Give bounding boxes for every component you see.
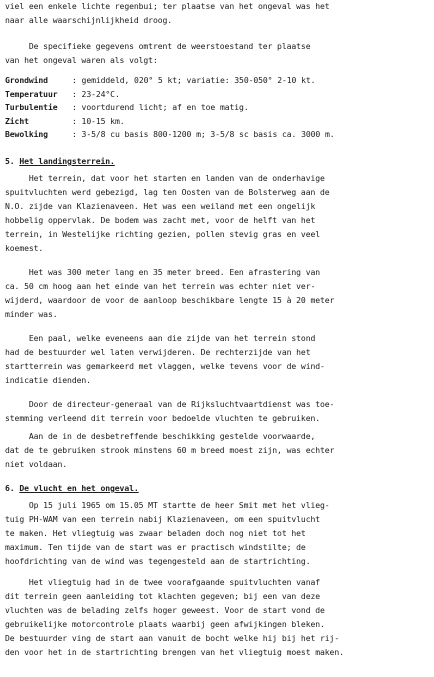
weather-value: : 23-24°C.	[72, 88, 120, 99]
section-heading	[5, 482, 139, 496]
body-line: Aan de in de desbetreffende beschikking gestelde voorwaarde,	[5, 431, 316, 441]
body-line: Op 15 juli 1965 om 15.05 MT startte de heer Smit met het vlieg-	[5, 500, 330, 510]
body-line: den voor het in de startrichting brengen van het vliegtuig moest maken.	[5, 647, 344, 657]
body-line: Door de directeur-generaal van de Rijksluchtvaartdienst was toe-	[5, 399, 335, 409]
body-line: De bestuurder ving de start aan vanuit de bocht welke hij bij het rij-	[5, 633, 340, 643]
body-line: N.O. zijde van Klazienaveen. Het was een weiland met een ongelijk	[5, 201, 316, 211]
body-line: startterrein was gemarkeerd met vlaggen, welke tevens voor de wind-	[5, 361, 325, 371]
body-line: had de bestuurder wel laten verwijderen. De rechterzijde van het	[5, 347, 311, 357]
body-line: Een paal, welke eveneens aan die zijde van het terrein stond	[5, 333, 316, 343]
weather-label: Zicht	[5, 115, 29, 126]
weather-value: : gemiddeld, 020° 5 kt; variatie: 350-050° 2-10 kt.	[72, 75, 316, 85]
body-line: wijderd, waardoor de voor de aanloop beschikbare lengte 15 à 20 meter	[5, 295, 335, 305]
weather-table	[5, 74, 431, 142]
intro-line: De specifieke gegevens omtrent de weerstoestand ter plaatse	[5, 41, 311, 51]
body-line: terrein, in Westelijke richting gezien, pollen stevig gras en veel	[5, 229, 321, 239]
intro-line: van het ongeval waren als volgt:	[5, 55, 158, 65]
body-line: vluchten was de belading zelfs hoger geweest. Voor de start vond de	[5, 605, 325, 615]
body-line: hoofdrichting van de wind was tegengesteld aan de startrichting.	[5, 556, 311, 566]
body-line: niet voldaan.	[5, 459, 68, 469]
body-line: indicatie dienden.	[5, 375, 91, 385]
body-line: minder was.	[5, 309, 58, 319]
body-line: maximum. Ten tijde van de start was er practisch windstilte; de	[5, 542, 306, 552]
body-line: dit terrein geen aanleiding tot klachten gegeven; bij een van deze	[5, 591, 321, 601]
body-line: ca. 50 cm hoog aan het einde van het terrein was echter niet ver-	[5, 281, 316, 291]
body-line: hobbelig oppervlak. De bodem was zacht met, voor de helft van het	[5, 215, 316, 225]
weather-label: Turbulentie	[5, 102, 58, 113]
weather-label: Grondwind	[5, 75, 48, 85]
body-line: Het terrein, dat voor het starten en landen van de onderhavige	[5, 173, 325, 183]
body-line: te maken. Het vliegtuig was zwaar beladen doch nog niet tot het	[5, 528, 306, 538]
intro-line: viel een enkele lichte regenbui; ter plaatse van het ongeval was het	[5, 1, 330, 11]
weather-label: Bewolking	[5, 129, 48, 140]
body-line: Het vliegtuig had in de twee voorafgaande spuitvluchten vanaf	[5, 577, 321, 587]
weather-value: : 10-15 km.	[72, 115, 125, 126]
weather-row	[5, 101, 431, 115]
weather-value: : 3-5/8 cu basis 800-1200 m; 3-5/8 sc basis ca. 3000 m.	[72, 129, 335, 140]
body-line: koemest.	[5, 243, 44, 253]
weather-row	[5, 128, 431, 142]
body-line: stemming verleend dit terrein voor bedoelde vluchten te gebruiken.	[5, 413, 321, 423]
weather-row	[5, 88, 431, 102]
section-number: 5.	[5, 156, 15, 166]
body-line: Het was 300 meter lang en 35 meter breed. Een afrastering van	[5, 267, 321, 277]
body-line: spuitvluchten werd gebezigd, lag ten Oosten van de Bolsterweg aan de	[5, 187, 330, 197]
section-heading	[5, 155, 115, 169]
body-line: gebruikelijke motorcontrole plaats waarbij geen afwijkingen bleken.	[5, 619, 325, 629]
body-line: dat de te gebruiken strook minstens 60 m breed moest zijn, was echter	[5, 445, 335, 455]
weather-value: : voortdurend licht; af en toe matig.	[72, 102, 249, 113]
intro-line: naar alle waarschijnlijkheid droog.	[5, 15, 173, 25]
weather-row	[5, 115, 431, 129]
section-title: Het landingsterrein.	[19, 156, 115, 166]
body-line: tuig PH-WAM van een terrein nabij Klazienaveen, om een spuitvlucht	[5, 514, 321, 524]
section-number: 6.	[5, 483, 15, 493]
weather-row	[5, 74, 431, 88]
section-title: De vlucht en het ongeval.	[19, 483, 139, 493]
weather-label: Temperatuur	[5, 88, 58, 99]
